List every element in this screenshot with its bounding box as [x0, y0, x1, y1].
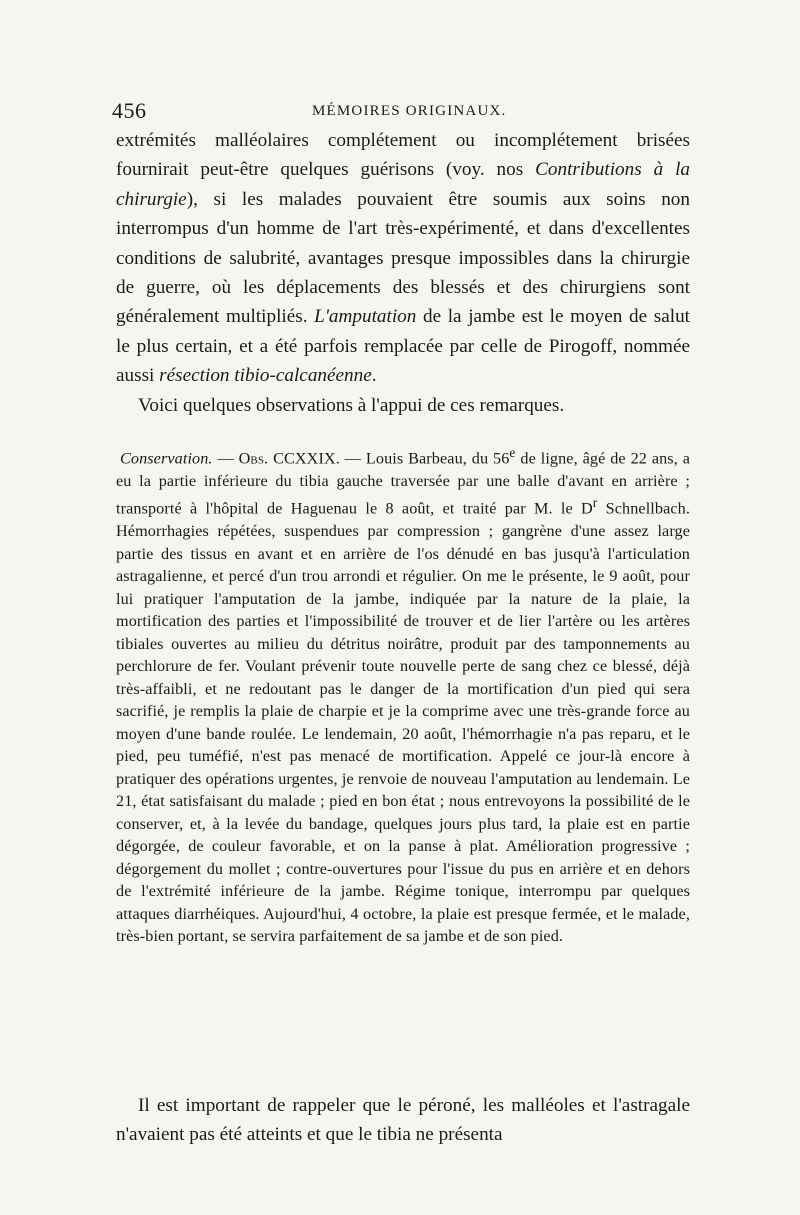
observation-label: Conservation.	[120, 449, 213, 468]
emphasized-term: L'amputation	[314, 306, 417, 328]
paragraph-intro: Voici quelques observations à l'appui de ces remarques.	[138, 394, 565, 416]
text-run: — Louis Barbeau, du 56	[339, 449, 510, 468]
text-run: Schnellbach. Hémorrhagies répétées, suspendues par compression ; gangrène d'une assez large partie des tissus en avant et en arrière de l'os dénudé en bas jusqu'à l'articulation astragalienne, et percé d'un trou arrondi et régulier. On me le présente, le 9 août, pour lui pratiquer l'amputation de la jambe, indiquée par la nature de la plaie, la mortification des parties et l'impossibilité de trouver et de lier l'artère ou les artères tibiales ouvertes au milieu du détritus noirâtre, produit par des tamponnements au perchlorure de fer. Voulant prévenir toute nouvelle perte de sang chez ce blessé, déjà très-affaibli, et ne redoutant pas le danger de la mortification d'un pied qui sera sacrifié, je remplis la plaie de charpie et je la comprime avec une très-grande force au moyen d'une bande roulée. Le lendemain, 20 août, l'hémorrhagie n'a pas reparu, et le pied, peu tuméfié, n'est pas menacé de mortification. Appelé ce jour-là encore à pratiquer des opérations urgentes, je renvoie de nouveau l'amputation au lendemain. Le 21, état satisfaisant du malade ; pied en bon état ; nous entrevoyons la possibilité de le conserver, et, à la levée du bandage, quelques jours plus tard, la plaie est en partie dégorgée, de couleur favorable, et on la panse à plat. Amélioration progressive ; dégorgement du mollet ; contre-ouvertures pour l'issue du pus en arrière et en dehors de l'extrémité inférieure de la jambe. Régime tonique, interrompu par quelques attaques diarrhéiques. Aujourd'hui, 4 octobre, la plaie est presque fermée, et le malade, très-bien portant, se servira parfaitement de sa jambe et de son pied.	[116, 499, 690, 946]
emphasized-term: résection tibio-calcanéenne	[159, 365, 372, 387]
observation-block	[116, 442, 690, 948]
observation-paragraph	[116, 442, 690, 948]
text-run: —	[212, 449, 239, 468]
ordinal-superscript: e	[509, 445, 516, 460]
text-run: .	[371, 365, 377, 387]
closing-paragraph: Il est important de rappeler que le péroné, les malléoles et l'astragale n'avaient pas été atteints et que le tibia ne présenta	[116, 1095, 690, 1145]
text-run: de ligne, âgé de 22 ans, a eu la partie inférieure du tibia gauche traversée par une balle d'avant en arrière ; transporté à l'hôpital de Haguenau le 8 août, et traité par M. le D	[116, 449, 690, 518]
text-run: ), si les malades pouvaient être soumis aux soins non interrompus d'un homme de l'art très-expérimenté, et dans d'excellentes conditions de salubrité, avantages presque impossibles dans la chirurgie de guerre, où les déplacements des blessés et des chirurgiens sont généralement multipliés.	[116, 188, 690, 328]
title-superscript: r	[592, 495, 598, 511]
running-title: MÉMOIRES ORIGINAUX.	[312, 103, 507, 119]
text-run: de la jambe est le moyen de salut le plus certain, et a été parfois remplacée par celle de Pirogoff, nommée aussi	[116, 306, 690, 387]
cited-work-title: Contributions à la chirurgie	[116, 159, 691, 210]
paragraph-continued	[116, 126, 690, 391]
observation-number: CCXXIX.	[268, 449, 340, 468]
closing-text	[116, 1092, 690, 1149]
observation-abbr: Obs.	[238, 449, 269, 468]
page-number: 456	[112, 98, 147, 123]
page-header	[112, 98, 692, 128]
text-run: extrémités malléolaires complétement ou incomplétement brisées fournirait peut-être quelques guérisons (voy. nos	[116, 130, 690, 181]
main-text	[116, 126, 690, 420]
